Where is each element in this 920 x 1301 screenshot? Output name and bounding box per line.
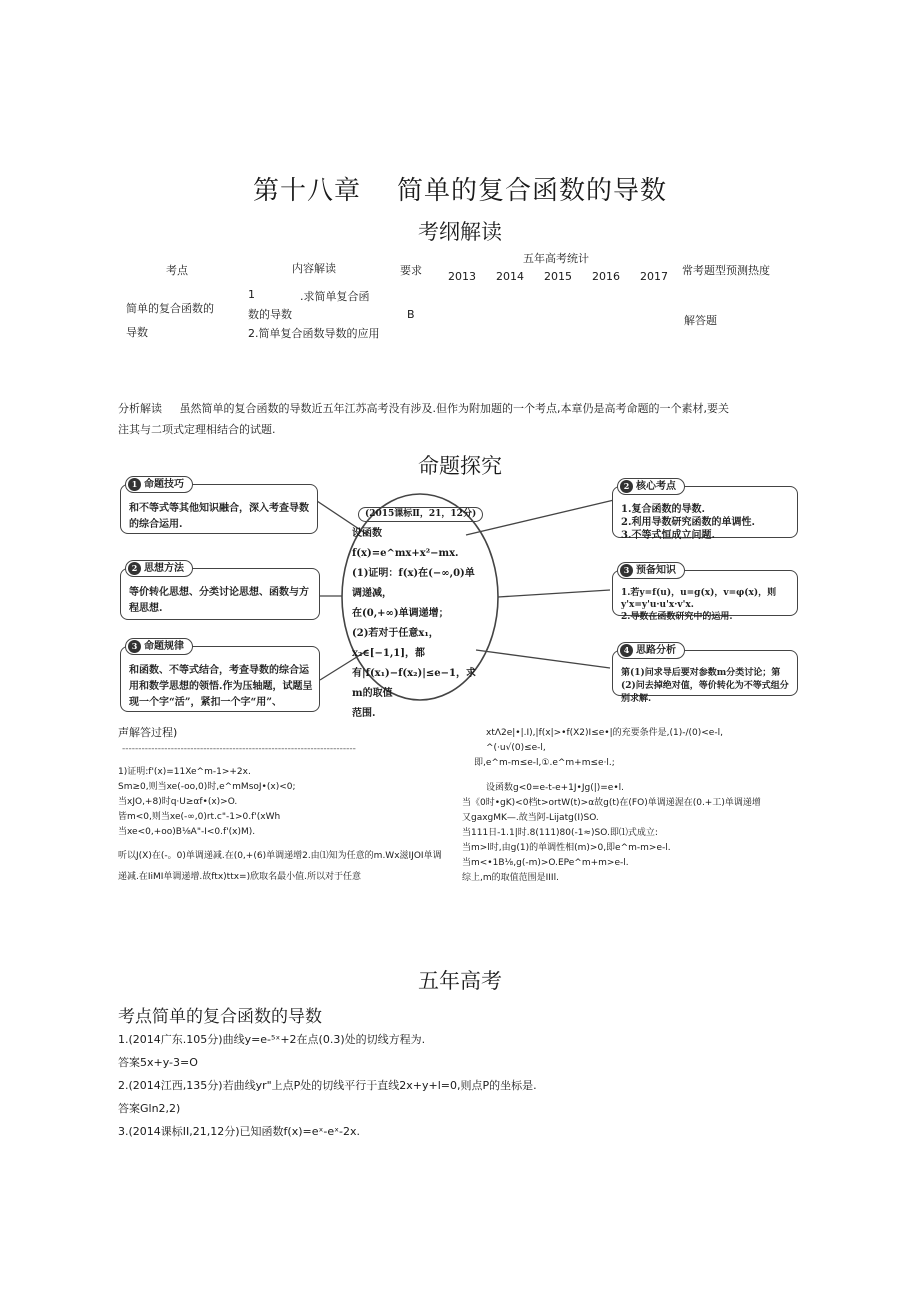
tag-silu-title: 思路分析: [636, 645, 676, 656]
box-mingti-jiqiao: [120, 479, 318, 534]
th-year-2013: 2013: [448, 270, 476, 283]
five-years-questions: [118, 1028, 818, 1143]
num-3: 3: [128, 640, 141, 653]
th-year-2017: 2017: [640, 270, 668, 283]
section-five-years: 五年高考: [418, 969, 502, 993]
td-yaoqiu: B: [407, 308, 415, 321]
tag-hexin: [617, 478, 685, 495]
section-mingti: 命题探究: [418, 454, 502, 478]
question-1: 1.(2014广东.105分)曲线y=e-⁵ˣ+2在点(0.3)处的切线方程为.: [118, 1033, 426, 1046]
subsection-title: 考点简单的复合函数的导数: [118, 1007, 322, 1027]
th-stats: 五年高考统计: [523, 252, 589, 265]
tag-sixiang: [125, 560, 193, 577]
tag-silu: [617, 642, 685, 659]
num-1: 1: [128, 478, 141, 491]
answer-2: 答案Gln2,2): [118, 1102, 181, 1115]
analysis-line2: 注其与二项式定理相结合的试题.: [118, 423, 276, 436]
num-2: 2: [128, 562, 141, 575]
sol-right-line: 又gaxgMK—.故当阿-Lijatg(I)SO.: [462, 813, 599, 823]
sol-left-line: 当xJO,+8)时q·U≥αf•(x)>O.: [118, 797, 238, 807]
chapter-name: 简单的复合函数的导数: [397, 176, 668, 206]
sol-left-line: 递减.在IiMI单调递增.故ftx)ttx=)欣取名最小值.所以对于任意: [118, 872, 361, 882]
sol-left-line: 皆m<0,则当xe(-∞,0)rt.c"-1>0.f'(xWh: [118, 812, 281, 822]
connector-r2: [498, 590, 610, 597]
td-kaodian-2: 导数: [126, 326, 148, 339]
center-l4: (2)若对于任意x₁，x₂∈[−1,1]，都: [352, 628, 439, 659]
silu-text: 第(1)问求导后要对参数m分类讨论；第(2)问去掉绝对值，等价转化为不等式组分别求解.: [621, 668, 789, 704]
tag-jiqiao: [125, 476, 193, 493]
question-2: 2.(2014江西,135分)若曲线yr"上点P处的切线平行于直线2x+y+l=0,则点P的坐标是.: [118, 1079, 537, 1092]
tag-yubei: [617, 562, 685, 579]
th-redu: 常考题型预测热度: [682, 264, 770, 277]
sol-right-line: 综上,m的取值范围是IIIl.: [462, 873, 559, 883]
yubei-l1: 1.若y=f(u)，u=g(x)，v=φ(x)，则y'x=y'u·u'x·v'x.: [621, 588, 777, 610]
tag-hexin-title: 核心考点: [636, 481, 676, 492]
td-neirong-2: 数的导数: [248, 308, 292, 321]
center-l6: 范围.: [352, 708, 376, 719]
th-kaodian: 考点: [166, 264, 188, 277]
box-jiqiao-text: 和不等式等其他知识融合，深入考查导数的综合运用.: [129, 503, 309, 530]
box-mingti-guilv: [120, 641, 320, 712]
td-neirong-3: 2.简单复合函数导数的应用: [248, 327, 380, 340]
td-neirong-num: 1: [248, 288, 255, 301]
center-l2: (1)证明：f(x)在(−∞,0)单调递减，: [352, 568, 475, 599]
chapter-number: 第十八章: [252, 176, 361, 206]
solution-left-col: [118, 765, 448, 888]
box-sixiang-fangfa: [120, 563, 320, 620]
answer-1: 答案5x+y-3=O: [118, 1056, 198, 1069]
sol-right-line: 当m>l时,由g(1)的单调性相(m)>0,即e^m-m>e-l.: [462, 843, 671, 853]
center-tag: (2015课标Ⅱ，21，12分): [358, 507, 483, 522]
th-neirong: 内容解读: [292, 262, 336, 275]
sol-left-line: 听以J(X)在(-。0)单调递减.在(0,+(6)单调递增2.由⑴知为任意的m.Wx滋IJOI单调: [118, 851, 442, 861]
hexin-l1: 1.复合函数的导数.: [621, 504, 705, 515]
center-l5: 有|f(x₁)−f(x₂)|≤e−1，求m的取值: [352, 668, 476, 699]
yubei-l2: 2.导数在函数研究中的运用.: [621, 612, 733, 622]
th-year-2014: 2014: [496, 270, 524, 283]
th-year-2016: 2016: [592, 270, 620, 283]
analysis-line1: 虽然简单的复合函数的导数近五年江苏高考没有涉及.但作为附加题的一个考点,本章仍是高考命题的一个素材,要关: [179, 402, 729, 415]
box-silu-fenxi: [612, 645, 798, 704]
section-kaogang: 考纲解读: [418, 220, 502, 244]
sol-right-line: ^(·u√(0)≤e-l,: [486, 743, 546, 753]
tag-sixiang-title: 思想方法: [144, 563, 184, 574]
box-guilv-text: 和函数、不等式结合，考查导数的综合运用和数学思想的领悟.作为压轴题，试题呈现一个字“活”，紧扣一个字“用”、: [129, 665, 313, 708]
hexin-l3: 3.不等式恒成立问题.: [621, 530, 715, 541]
center-l1: 设函数f(x)=e^mx+x²−mx.: [352, 528, 459, 559]
solution-heading: 声解答过程): [118, 726, 178, 739]
box-hexin-kaodian: [612, 481, 798, 541]
num-r2: 3: [620, 564, 633, 577]
sol-right-line: 当m<•1B⅛,g(-m)>O.EPe^m+m>e-l.: [462, 858, 629, 868]
box-sixiang-text: 等价转化思想、分类讨论思想、函数与方程思想.: [129, 587, 309, 614]
connector-r1: [466, 500, 614, 535]
sol-right-line: 即,e^m-m≤e-l,①.e^m+m≤e·l.;: [474, 758, 615, 768]
box-yubei-zhishi: [612, 565, 798, 622]
sol-right-line: xtΛ2e|•|.I),|f(x|>•f(X2)I≤e•|的充要条件是,(1)-/(0)<e-l,: [486, 728, 723, 738]
num-r1: 2: [620, 480, 633, 493]
analysis-label: 分析解读: [118, 402, 162, 415]
th-year-2015: 2015: [544, 270, 572, 283]
tag-yubei-title: 预备知识: [636, 565, 676, 576]
num-r3: 4: [620, 644, 633, 657]
sol-right-line: 设函数g<0=e-t-e+1J•Jg(|)=e•l.: [486, 783, 625, 793]
question-3: 3.(2014课标II,21,12分)已知函数f(x)=eˣ-eˣ-2x.: [118, 1125, 360, 1138]
sol-right-line: 当《0时•gK)<0档t>ortW(t)>α故g(t)在(FO)单调递渥在(0.+工)单调递增: [462, 798, 761, 808]
solution-right-col: [462, 726, 782, 886]
th-yaoqiu: 要求: [400, 264, 422, 277]
sol-left-line: 当xe<0,+oo)B⅛A"-I<0.f'(x)M).: [118, 827, 256, 837]
tag-guilv: [125, 638, 193, 655]
center-problem: [352, 504, 484, 724]
sol-left-line: Sm≥0,则当xe(-oo,0)时,e^mMsoJ•(x)<0;: [118, 782, 296, 792]
tag-jiqiao-title: 命题技巧: [144, 479, 184, 490]
sol-left-line: 1)证明:f'(x)=11Xe^m-1>+2x.: [118, 767, 251, 777]
center-l3: 在(0,+∞)单调递增；: [352, 608, 449, 619]
hexin-l2: 2.利用导数研究函数的单调性.: [621, 517, 755, 528]
td-neirong-1: .求简单复合函: [300, 290, 370, 303]
td-redu: 解答题: [684, 314, 717, 327]
sol-right-line: 当111日-1.1|时.8(111)80(-1≈)SO.即⑴式成立:: [462, 828, 658, 838]
connector-r3: [476, 650, 610, 668]
solution-divider: ------------------------------------------------------------------------: [122, 744, 356, 754]
tag-guilv-title: 命题规律: [144, 641, 184, 652]
td-kaodian-1: 简单的复合函数的: [126, 302, 214, 315]
